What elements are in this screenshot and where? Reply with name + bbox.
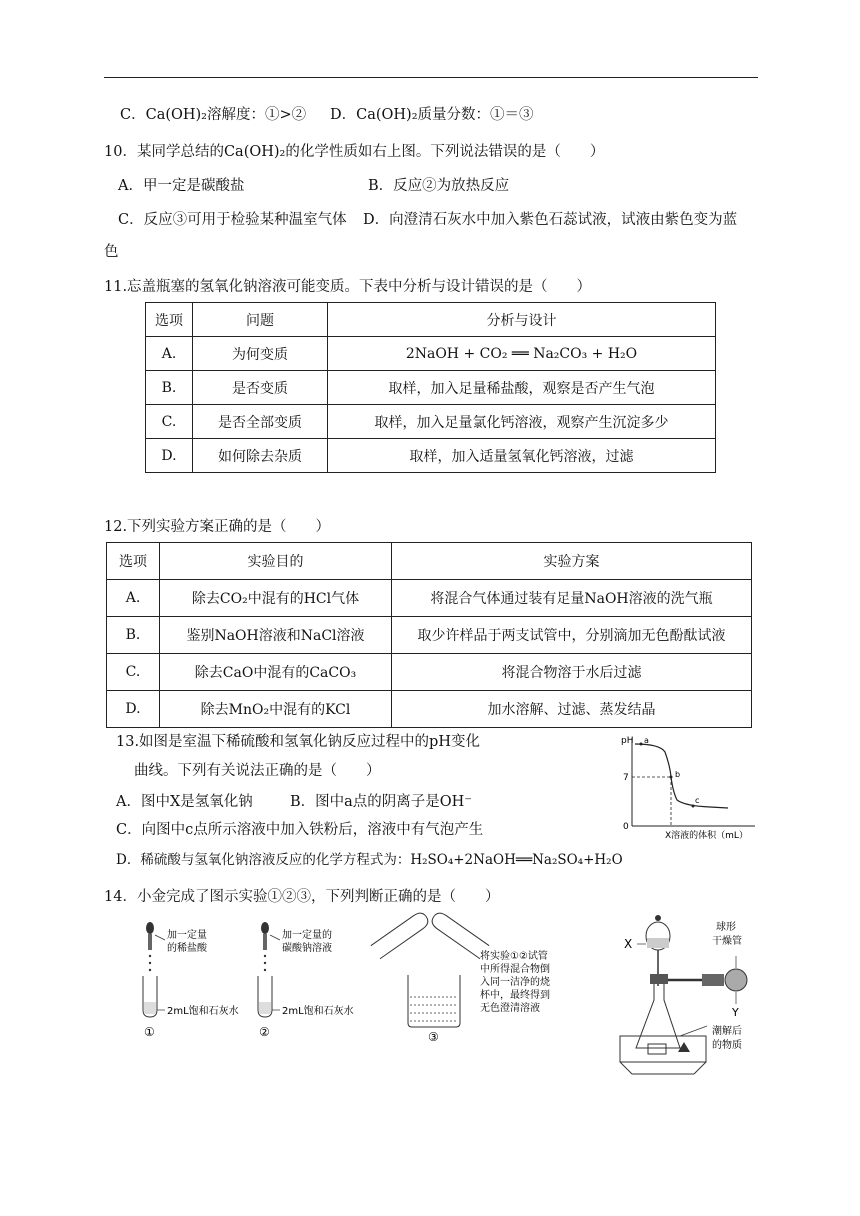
tick-7: 7 — [623, 773, 629, 783]
table-row — [146, 405, 716, 439]
q10-stem: 10．某同学总结的Ca(OH)₂的化学性质如右上图。下列说法错误的是（ ） — [104, 144, 605, 160]
table-cell: A. — [107, 580, 160, 617]
drying-tube-label-line2: 干燥管 — [712, 936, 742, 947]
point-b-label: b — [675, 770, 681, 779]
table-cell: 是否全部变质 — [193, 405, 328, 439]
drying-tube-label-line1: 球形 — [716, 922, 736, 933]
q13-stem-line1: 13.如图是室温下稀硫酸和氢氧化钠反应过程中的pH变化 — [116, 734, 480, 750]
balance-display — [648, 1044, 666, 1054]
fig2-label-line2: 碳酸钠溶液 — [282, 943, 332, 954]
table-cell: 为何变质 — [193, 337, 328, 371]
tilted-tube-left — [371, 910, 431, 959]
point-a-marker — [640, 743, 643, 746]
experiment-2-figure — [250, 920, 370, 1045]
experiment-1-figure — [135, 920, 250, 1045]
substance-label-line1: 潮解后 — [712, 1026, 742, 1037]
q10-option-d: D．向澄清石灰水中加入紫色石蕊试液，试液由紫色变为蓝 — [363, 212, 738, 228]
table-cell: 加水溶解、过滤、蒸发结晶 — [392, 691, 752, 728]
fig3-text-line1: 将实验①②试管 — [480, 951, 548, 962]
y-axis-label: pH — [621, 736, 634, 746]
table-cell: 将混合物溶于水后过滤 — [392, 654, 752, 691]
table-header-cell: 问题 — [193, 303, 328, 337]
q13-option-b: B．图中a点的阴离子是OH⁻ — [290, 794, 472, 810]
q10-option-a: A．甲一定是碳酸盐 — [118, 178, 245, 194]
substance-label-line2: 的物质 — [712, 1040, 742, 1051]
table-cell: 除去MnO₂中混有的KCl — [160, 691, 392, 728]
beaker — [408, 975, 460, 1027]
fig1-label-line2: 的稀盐酸 — [167, 943, 207, 954]
ph-curve — [635, 744, 728, 808]
origin-label: 0 — [623, 822, 629, 832]
test-tube-liquid — [259, 1002, 271, 1014]
fig2-number: ② — [259, 1025, 270, 1039]
fig3-text-line3: 入同一洁净的烧 — [480, 977, 550, 988]
table-row — [107, 580, 752, 617]
table-header-cell: 选项 — [107, 543, 160, 580]
point-c-label: c — [695, 796, 700, 805]
q13-option-c: C．向图中c点所示溶液中加入铁粉后，溶液中有气泡产生 — [116, 822, 484, 838]
dropper-tube — [263, 934, 267, 950]
point-b-marker — [670, 776, 673, 779]
header-rule — [104, 77, 758, 78]
table-cell: C. — [146, 405, 193, 439]
table-cell: 如何除去杂质 — [193, 439, 328, 473]
table-header-cell: 实验目的 — [160, 543, 392, 580]
fig3-number: ③ — [428, 1030, 439, 1044]
q11-stem: 11.忘盖瓶塞的氢氧化钠溶液可能变质。下表中分析与设计错误的是（ ） — [104, 279, 592, 295]
table-cell: 取样，加入足量氯化钙溶液，观察产生沉淀多少 — [328, 405, 716, 439]
fig1-number: ① — [144, 1025, 155, 1039]
table-row — [146, 371, 716, 405]
table-header-cell: 实验方案 — [392, 543, 752, 580]
dropper-bulb — [146, 922, 154, 934]
table-cell: 将混合气体通过装有足量NaOH溶液的洗气瓶 — [392, 580, 752, 617]
x-axis-label: X溶液的体积（mL） — [665, 831, 748, 841]
label-y: Y — [732, 1006, 739, 1019]
table-row — [146, 337, 716, 371]
q9-option-c: C．Ca(OH)₂溶解度：①>② — [120, 107, 307, 123]
table-row — [107, 617, 752, 654]
dropper-tube — [148, 934, 152, 950]
table-cell: 取样，加入适量氢氧化钙溶液，过滤 — [328, 439, 716, 473]
table-row — [107, 691, 752, 728]
q10-option-d-cont: 色 — [104, 244, 119, 260]
conical-flask — [636, 984, 680, 1048]
balance — [620, 1036, 706, 1062]
fig1-label-line1: 加一定量 — [167, 930, 207, 941]
table-header-cell: 选项 — [146, 303, 193, 337]
funnel-stopper — [655, 915, 661, 921]
table-cell: 取少许样品于两支试管中，分别滴加无色酚酞试液 — [392, 617, 752, 654]
table-cell: 除去CaO中混有的CaCO₃ — [160, 654, 392, 691]
table-cell: B. — [107, 617, 160, 654]
table-cell: B. — [146, 371, 193, 405]
experiment-3-figure — [360, 905, 600, 1045]
q12-table — [106, 542, 752, 728]
q9-option-d: D．Ca(OH)₂质量分数：①＝③ — [330, 107, 534, 123]
table-header-row — [107, 543, 752, 580]
apparatus-figure — [612, 908, 760, 1076]
test-tube-liquid — [144, 1002, 156, 1014]
table-cell: D. — [107, 691, 160, 728]
fig2-label-line1: 加一定量的 — [282, 930, 332, 941]
table-header-row — [146, 303, 716, 337]
table-header-cell: 分析与设计 — [328, 303, 716, 337]
table-row — [146, 439, 716, 473]
q13-stem-line2: 曲线。下列有关说法正确的是（ ） — [134, 763, 381, 779]
dropper-bulb — [261, 922, 269, 934]
q11-table — [145, 302, 716, 473]
flask-stopper — [650, 974, 668, 984]
fig2-bottom-label: 2mL饱和石灰水 — [282, 1006, 354, 1017]
table-cell: A. — [146, 337, 193, 371]
table-cell: 除去CO₂中混有的HCl气体 — [160, 580, 392, 617]
point-a-label: a — [644, 736, 649, 745]
q13-option-d: D．稀硫酸与氢氧化钠溶液反应的化学方程式为：H₂SO₄+2NaOH══Na₂SO₄+H₂O — [116, 852, 623, 868]
table-cell: C. — [107, 654, 160, 691]
table-cell: 取样，加入足量稀盐酸，观察是否产生气泡 — [328, 371, 716, 405]
label-x: X — [624, 937, 633, 951]
drying-tube-bulb — [725, 969, 747, 991]
table-cell: D. — [146, 439, 193, 473]
q10-option-b: B．反应②为放热反应 — [368, 178, 510, 194]
q13-option-a: A．图中X是氢氧化钠 — [116, 794, 253, 810]
q14-stem: 14．小金完成了图示实验①②③，下列判断正确的是（ ） — [104, 889, 500, 905]
fig3-text-line4: 杯中，最终得到 — [480, 990, 550, 1001]
ph-curve-figure — [615, 730, 760, 842]
table-cell: 鉴别NaOH溶液和NaCl溶液 — [160, 617, 392, 654]
fig3-text-line2: 中所得混合物倒 — [480, 964, 550, 975]
q12-stem: 12.下列实验方案正确的是（ ） — [104, 519, 331, 535]
fig1-bottom-label: 2mL饱和石灰水 — [167, 1006, 239, 1017]
table-cell: 是否变质 — [193, 371, 328, 405]
fig3-text-line5: 无色澄清溶液 — [480, 1003, 540, 1014]
table-row — [107, 654, 752, 691]
drying-tube-body — [702, 974, 724, 986]
q10-option-c: C．反应③可用于检验某种温室气体 — [118, 212, 347, 228]
table-cell: 2NaOH + CO₂ ══ Na₂CO₃ + H₂O — [328, 337, 716, 371]
